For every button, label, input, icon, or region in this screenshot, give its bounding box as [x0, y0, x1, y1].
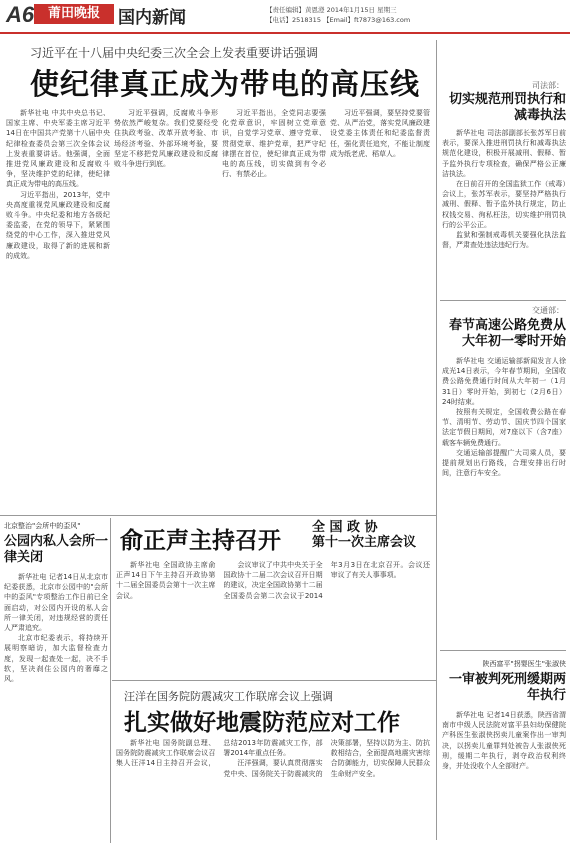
side-top-body [442, 128, 566, 298]
left-bottom-kicker: 北京整治"会所中的歪风" [4, 522, 81, 530]
center-para: 会议审议了中共中央关于全国政协十二届二次会议召开日期的建议，决定全国政协第十二届全国委员会第二次会议于2014年3月3日在北京召开。会议还审议了有关人事事项。 [223, 561, 430, 600]
right-column-divider [436, 40, 437, 840]
center-bottom-para: 汪洋强调，要认真贯彻落实党中央、国务院关于防震减灾的决策部署，坚持以防为主、防抗救相结合，全面提高地震灾害综合防御能力，切实保障人民群众生命财产安全。 [223, 739, 430, 778]
center-headline-sub2: 第十一次主席会议 [312, 535, 417, 550]
left-bottom-headline: 公园内私人会所一律关闭 [4, 534, 109, 565]
lead-col-1 [6, 108, 110, 508]
side-bottom-body [442, 710, 566, 842]
contact-meta: 【电话】2518315 【Email】ft7873@163.com [266, 16, 411, 24]
side-top-para: 监狱和强制戒毒机关要强化执法监督，严肃查处违法违纪行为。 [442, 231, 566, 250]
side-bottom-kicker: 陕西富平"拐婴医生"张淑侠 [482, 660, 566, 668]
lead-headline: 使纪律真正成为带电的高压线 [30, 67, 421, 101]
lead-kicker: 习近平在十八届中央纪委三次全会上发表重要讲话强调 [30, 46, 319, 60]
center-headline: 俞正声主持召开 [120, 528, 281, 554]
center-bottom-para: 新华社电 国务院副总理、国务院防震减灾工作联席会议召集人汪洋14日主持召开会议，总结2013年防震减灾工作，部署2014年重点任务。 [116, 739, 323, 768]
center-bottom-body [116, 738, 430, 842]
lead-para: 习近平指出，2013年，党中央高度重视党风廉政建设和反腐败斗争。中央纪委和地方各级纪委监委，在党的领导下，紧紧围绕党的中心工作，深入推进党风廉政建设，取得了新的进展和新的成效。 [6, 190, 110, 260]
lead-col-2 [114, 108, 218, 508]
center-divider [112, 680, 436, 681]
lead-col-4 [330, 108, 430, 508]
lead-para: 习近平强调，要坚持党要管党、从严治党，落实党风廉政建设党委主体责任和纪委监督责任，强化责任追究，不能让制度成为纸老虎、稻草人。 [330, 109, 430, 158]
side-top-headline: 切实规范刑罚执行和减毒执法 [448, 92, 566, 123]
side-mid-para: 新华社电 交通运输部新闻发言人徐成光14日表示，今年春节期间，全国收费公路免费通行时间从大年初一（1月31日）零时开始，到初七（2月6日）24时结束。 [442, 357, 566, 406]
lead-col-3 [222, 108, 326, 508]
center-para: 新华社电 全国政协主席俞正声14日下午主持召开政协第十二届全国委员会第十一次主席会议。 [116, 561, 216, 600]
center-bottom-kicker: 汪洋在国务院防震减灾工作联席会议上强调 [124, 690, 333, 703]
left-bottom-para: 北京市纪委表示，将持续开展明察暗访，加大监督检查力度，发现一起查处一起，决不手软，坚决刹住公园内的奢靡之风。 [4, 634, 108, 684]
side-mid-para: 按照有关规定，全国收费公路在春节、清明节、劳动节、国庆节四个国家法定节假日期间，对7座以下（含7座）载客车辆免费通行。 [442, 408, 566, 447]
side-bottom-para: 新华社电 记者14日获悉，陕西省渭南市中级人民法院对富平县妇幼保健院产科医生张淑侠拐卖儿童案作出一审判决，以拐卖儿童罪判处被告人张淑侠死刑，缓期二年执行，剥夺政治权利终身，并处没收个人全部财产。 [442, 711, 566, 771]
side-divider-2 [440, 650, 566, 651]
side-mid-para: 交通运输部提醒广大司乘人员，要提前规划出行路线，合理安排出行时间，注意行车安全。 [442, 448, 566, 478]
side-bottom-headline: 一审被判死刑缓期两年执行 [448, 672, 566, 703]
lead-para: 新华社电 中共中央总书记、国家主席、中央军委主席习近平14日在中国共产党第十八届中央纪律检查委员会第三次全体会议上发表重要讲话。他强调，全面推进党风廉政建设和反腐败斗争，坚决维护党的纪律，使纪律真正成为带电的高压线。 [6, 109, 110, 189]
editor-meta: 【责任编辑】黄恩澄 2014年1月15日 星期三 [266, 6, 397, 14]
lead-para: 习近平强调，反腐败斗争形势依然严峻复杂。我们党要经受住执政考验、改革开放考验、市场经济考验、外部环境考验，要坚定不移把党风廉政建设和反腐败斗争进行到底。 [114, 109, 218, 169]
center-headline-sub1: 全 国 政 协 [312, 520, 378, 535]
side-top-para: 在日前召开的全国监狱工作（戒毒）会议上，张苏军表示，要坚持严格执行减刑、假释、暂予监外执行规定，防止权钱交易、徇私枉法，切实维护刑罚执行的公平公正。 [442, 180, 566, 229]
left-bottom-para: 新华社电 记者14日从北京市纪委获悉，北京市公园中的"会所中的歪风"专项整治工作日前已全面启动，对公园内开设的私人会所一律关闭，对违规经营的责任人严肃追究。 [4, 573, 108, 633]
newspaper-logo: 莆田晚报 [34, 4, 114, 24]
left-bottom-body [4, 572, 108, 842]
lead-para: 习近平指出，全党同志要强化党章意识，牢固树立党章意识，自觉学习党章、遵守党章、贯彻党章、维护党章，把严守纪律摆在首位，使纪律真正成为带电的高压线，切实做到有令必行、有禁必止。 [222, 109, 326, 179]
page-number: A6 [6, 2, 35, 27]
left-bottom-divider [110, 518, 111, 843]
header-divider [0, 32, 570, 34]
mid-divider [0, 515, 436, 516]
side-mid-body [442, 356, 566, 646]
side-top-para: 新华社电 司法部副部长张苏军日前表示，要深入推进刑罚执行和减毒执法规范化建设，积极开展减刑、假释、暂予监外执行专项检查，确保严格公正廉洁执法。 [442, 129, 566, 178]
side-divider [440, 300, 566, 301]
side-top-label: 司法部： [532, 81, 564, 90]
center-body [116, 560, 430, 680]
center-bottom-headline: 扎实做好地震防范应对工作 [124, 710, 400, 736]
section-title: 国内新闻 [118, 8, 186, 28]
side-mid-label: 交通部： [532, 306, 564, 315]
side-mid-headline: 春节高速公路免费从大年初一零时开始 [448, 318, 566, 349]
